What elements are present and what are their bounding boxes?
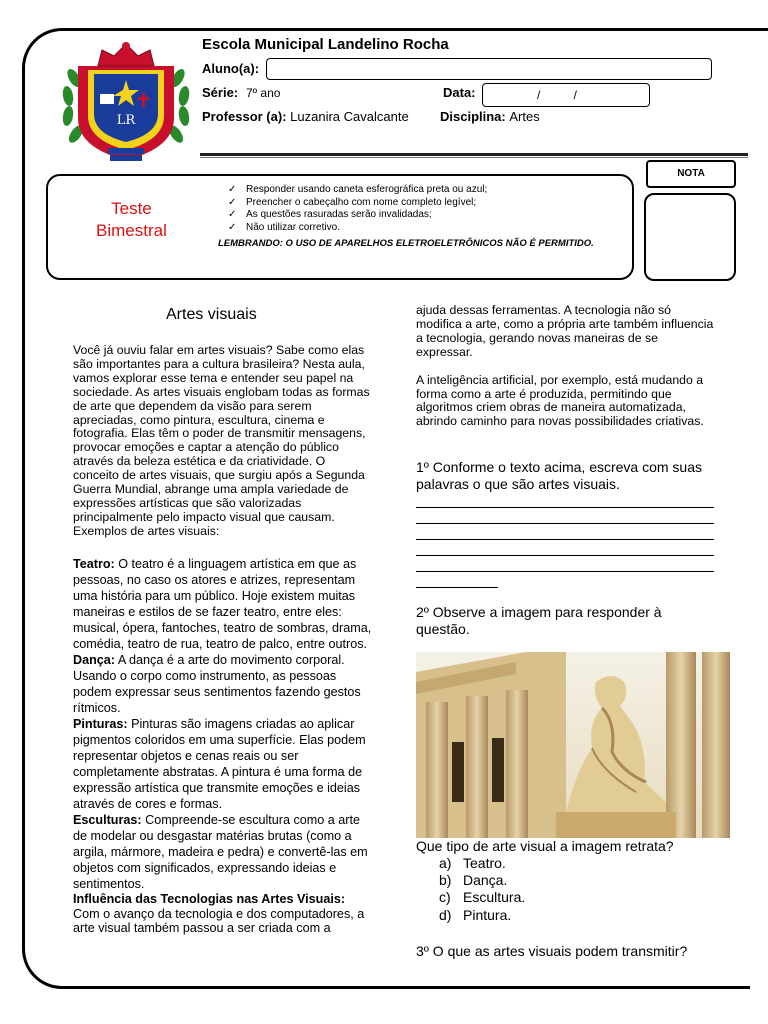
teatro-text: O teatro é a linguagem artística em que as pessoas, no caso os atores e atrizes, representam uma história para um público. Hoje existem muitas maneiras e estilos de se fazer teatro, entre eles: musical, ópera, fantoches, teatro de sombras, drama, comédia, teatro de rua, teatro de palco, entre outros. — [73, 557, 372, 651]
lembrando-note: LEMBRANDO: O USO DE APARELHOS ELETROELETRÔNICOS NÃO É PERMITIDO. — [218, 238, 594, 249]
answer-line[interactable] — [416, 571, 714, 572]
option-c[interactable]: c) Escultura. — [439, 889, 526, 906]
answer-line[interactable] — [416, 507, 714, 508]
question-3: 3º O que as artes visuais podem transmitir? — [416, 943, 688, 959]
instruction-item: ✓ As questões rasuradas serão invalidadas; — [228, 209, 487, 222]
answer-line[interactable] — [416, 539, 714, 540]
teatro-label: Teatro: — [73, 557, 115, 571]
question-2-sub: Que tipo de arte visual a imagem retrata? — [416, 838, 674, 854]
intro-paragraph: Você já ouviu falar em artes visuais? Sabe como elas são importantes para a cultura brasileira? Nesta aula, vamos explorar esse tema e entender seu papel na sociedade. As artes visuais englobam todas as formas de arte que dependem da visão para serem apreciadas, como pintura, escultura, cinema e fotografia. Elas têm o poder de transmitir mensagens, provocar emoções e captar a atenção do público através da beleza estética e da criatividade. O conceito de artes visuais, que surgiu após a Segunda Guerra Mundial, abrange uma ampla variedade de expressões artísticas que são valorizadas principalmente pelo impacto visual que causam. — [73, 343, 370, 524]
answer-line[interactable] — [416, 523, 714, 524]
professor-value: Luzanira Cavalcante — [290, 109, 409, 124]
instruction-item: ✓ Preencher o cabeçalho com nome completo legível; — [228, 197, 487, 210]
article-examples — [73, 556, 373, 936]
answer-line[interactable] — [416, 555, 714, 556]
question-2: 2º Observe a imagem para responder à questão. — [416, 604, 662, 637]
article-title: Artes visuais — [166, 306, 257, 323]
answer-options — [439, 855, 525, 924]
esculturas-text: Compreende-se escultura como a arte de modelar ou desgastar matérias brutas (como a argila, mármore, madeira e pedra) e convertê-las em objetos com significados, expressando ideias e sentimentos. — [73, 813, 368, 891]
nota-box[interactable] — [644, 193, 736, 281]
disciplina-value: Artes — [509, 109, 540, 124]
option-d[interactable]: d) Pintura. — [439, 906, 512, 923]
serie-label: Série: — [202, 85, 239, 100]
header-divider — [200, 153, 748, 156]
right-paragraph-2: A inteligência artificial, por exemplo, está mudando a forma como a arte é produzida, permitindo que algoritmos criem obras de maneira automatizada, abrindo caminho para novas possibilidades criativas. — [416, 372, 704, 429]
test-title: Teste Bimestral — [96, 199, 167, 240]
instruction-item: ✓ Não utilizar corretivo. — [228, 222, 487, 235]
professor-label: Professor (a): — [202, 109, 287, 124]
right-paragraph-1: ajuda dessas ferramentas. A tecnologia não só modifica a arte, como a própria arte também influencia a tecnologia, gerando novas maneiras de se expressar. — [416, 303, 714, 359]
influencia-label: Influência das Tecnologias nas Artes Visuais: — [73, 892, 346, 906]
disciplina-label: Disciplina: — [440, 109, 506, 124]
pinturas-text: Pinturas são imagens criadas ao aplicar pigmentos coloridos em uma superfície. Elas podem representar objetos e cenas reais ou ser completamente abstratas. A pintura é uma forma de expressão artística que transmite emoções e ideias através de cores e formas. — [73, 717, 366, 811]
article-left-column — [73, 344, 373, 539]
instructions-list — [228, 184, 487, 234]
examples-label: Exemplos de artes visuais: — [73, 523, 220, 538]
serie-value: 7º ano — [246, 86, 281, 100]
instruction-item: ✓ Responder usando caneta esferográfica preta ou azul; — [228, 184, 487, 197]
danca-label: Dança: — [73, 653, 115, 667]
danca-text: A dança é a arte do movimento corporal. Usando o corpo como instrumento, as pessoas podem expressar seus sentimentos fazendo gestos rítmicos. — [73, 653, 361, 715]
svg-text:LR: LR — [116, 113, 136, 128]
option-b[interactable]: b) Dança. — [439, 872, 508, 889]
question-1: 1º Conforme o texto acima, escreva com suas palavras o que são artes visuais. — [416, 459, 703, 492]
data-field[interactable] — [482, 83, 650, 107]
article-right-column — [416, 304, 714, 429]
data-label: Data: — [443, 85, 476, 100]
school-crest-logo — [58, 38, 194, 166]
influencia-text: Com o avanço da tecnologia e dos computadores, a arte visual também passou a ser criada com a — [73, 906, 365, 935]
answer-line[interactable] — [416, 587, 498, 588]
esculturas-label: Esculturas: — [73, 813, 142, 827]
nota-label: NOTA — [646, 160, 736, 188]
pinturas-label: Pinturas: — [73, 717, 128, 731]
aluno-label: Aluno(a): — [202, 61, 260, 76]
data-value: / / — [537, 88, 578, 102]
option-a[interactable]: a) Teatro. — [439, 855, 506, 871]
statue-photo — [416, 652, 730, 838]
school-name: Escola Municipal Landelino Rocha — [202, 36, 449, 53]
aluno-field[interactable] — [266, 58, 712, 80]
